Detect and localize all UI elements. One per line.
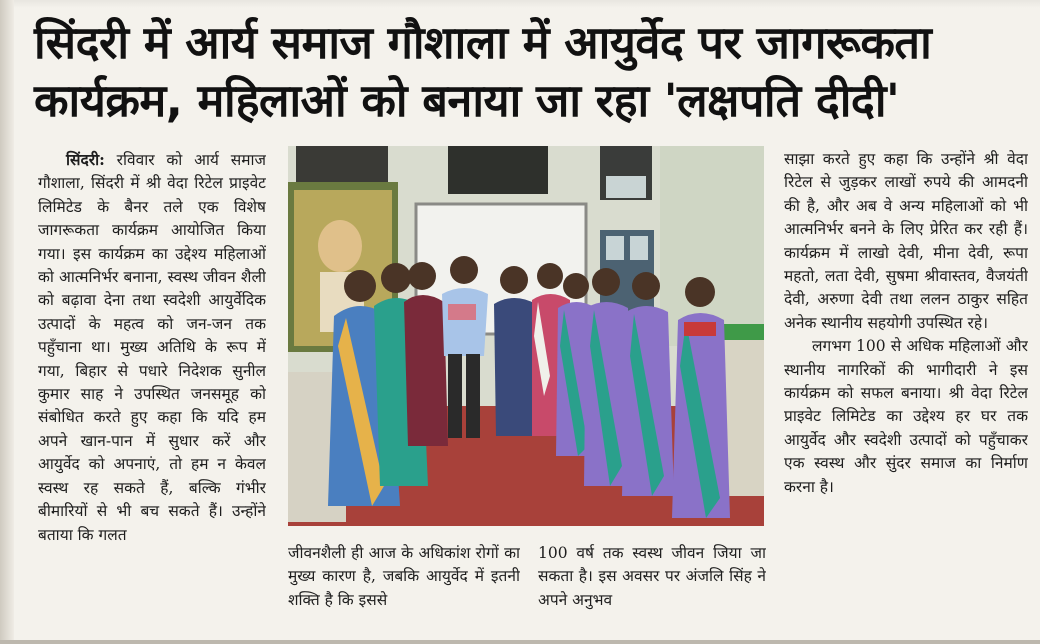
- page-top-strip: [0, 0, 1040, 8]
- article-column-right: [784, 148, 1028, 628]
- page-fold-shadow: [0, 0, 14, 644]
- headline-line-2: कार्यक्रम, महिलाओं को बनाया जा रहा 'लक्षपति दीदी': [34, 74, 900, 127]
- article-column-middle-1: [288, 542, 520, 634]
- article-column-left: [38, 148, 266, 628]
- headline-line-1: सिंदरी में आर्य समाज गौशाला में आयुर्वेद पर जागरूकता: [34, 16, 932, 69]
- right-column-paragraph-1: साझा करते हुए कहा कि उन्होंने श्री वेदा रिटेल से जुड़कर लाखों रुपये की आमदनी की है, और अब वे अन्य महिलाओं को भी आत्मनिर्भर बनने के लिए प्रेरित कर रही हैं। कार्यक्रम में लाखो देवी, मीना देवी, रूपा महतो, लता देवी, सुषमा श्रीवास्तव, वैजयंती देवी, अरुणा देवी तथा ललन ठाकुर सहित अनेक स्थानीय सहयोगी उपस्थित रहे।: [784, 150, 1028, 332]
- right-column-paragraph-2: लगभग 100 से अधिक महिलाओं और स्थानीय नागरिकों की भागीदारी ने इस कार्यक्रम को सफल बनाया। श्री वेदा रिटेल प्राइवेट लिमिटेड का उद्देश्य हर घर तक आयुर्वेद और स्वदेशी उत्पादों को पहुँचाकर एक स्वस्थ और सुंदर समाज का निर्माण करना है।: [784, 337, 1028, 496]
- page-bottom-rule: [0, 640, 1040, 644]
- middle-column-1-text: जीवनशैली ही आज के अधिकांश रोगों का मुख्य कारण है, जबकि आयुर्वेद में इतनी शक्ति है कि इससे: [288, 544, 520, 609]
- left-column-text: रविवार को आर्य समाज गौशाला, सिंदरी में श्री वेदा रिटेल प्राइवेट लिमिटेड के बैनर तले एक विशेष जागरूकता कार्यक्रम आयोजित किया गया। इस कार्यक्रम का उद्देश्य महिलाओं को आत्मनिर्भर बनाना, स्वस्थ जीवन शैली को बढ़ावा देना तथा स्वदेशी आयुर्वेदिक उत्पादों के महत्व को जन-जन तक पहुँचाना था। मुख्य अतिथि के रूप में गया, बिहार से पधारे निदेशक सुनील कुमार साह ने उपस्थित जनसमूह को संबोधित करते हुए कहा कि यदि हम अपने खान-पान में सुधार करें और आयुर्वेद को अपनाएं, तो हम न केवल स्वस्थ रह सकते हैं, बल्कि गंभीर बीमारियों से भी बच सकते हैं। उन्होंने बताया कि गलत: [38, 151, 266, 544]
- dateline: सिंदरी:: [66, 150, 105, 169]
- article-column-middle-2: [538, 542, 766, 634]
- event-photo: [288, 146, 764, 526]
- middle-column-2-text: 100 वर्ष तक स्वस्थ जीवन जिया जा सकता है। इस अवसर पर अंजलि सिंह ने अपने अनुभव: [538, 544, 766, 609]
- group-photo-illustration: [288, 146, 764, 526]
- article-headline: [34, 14, 1034, 130]
